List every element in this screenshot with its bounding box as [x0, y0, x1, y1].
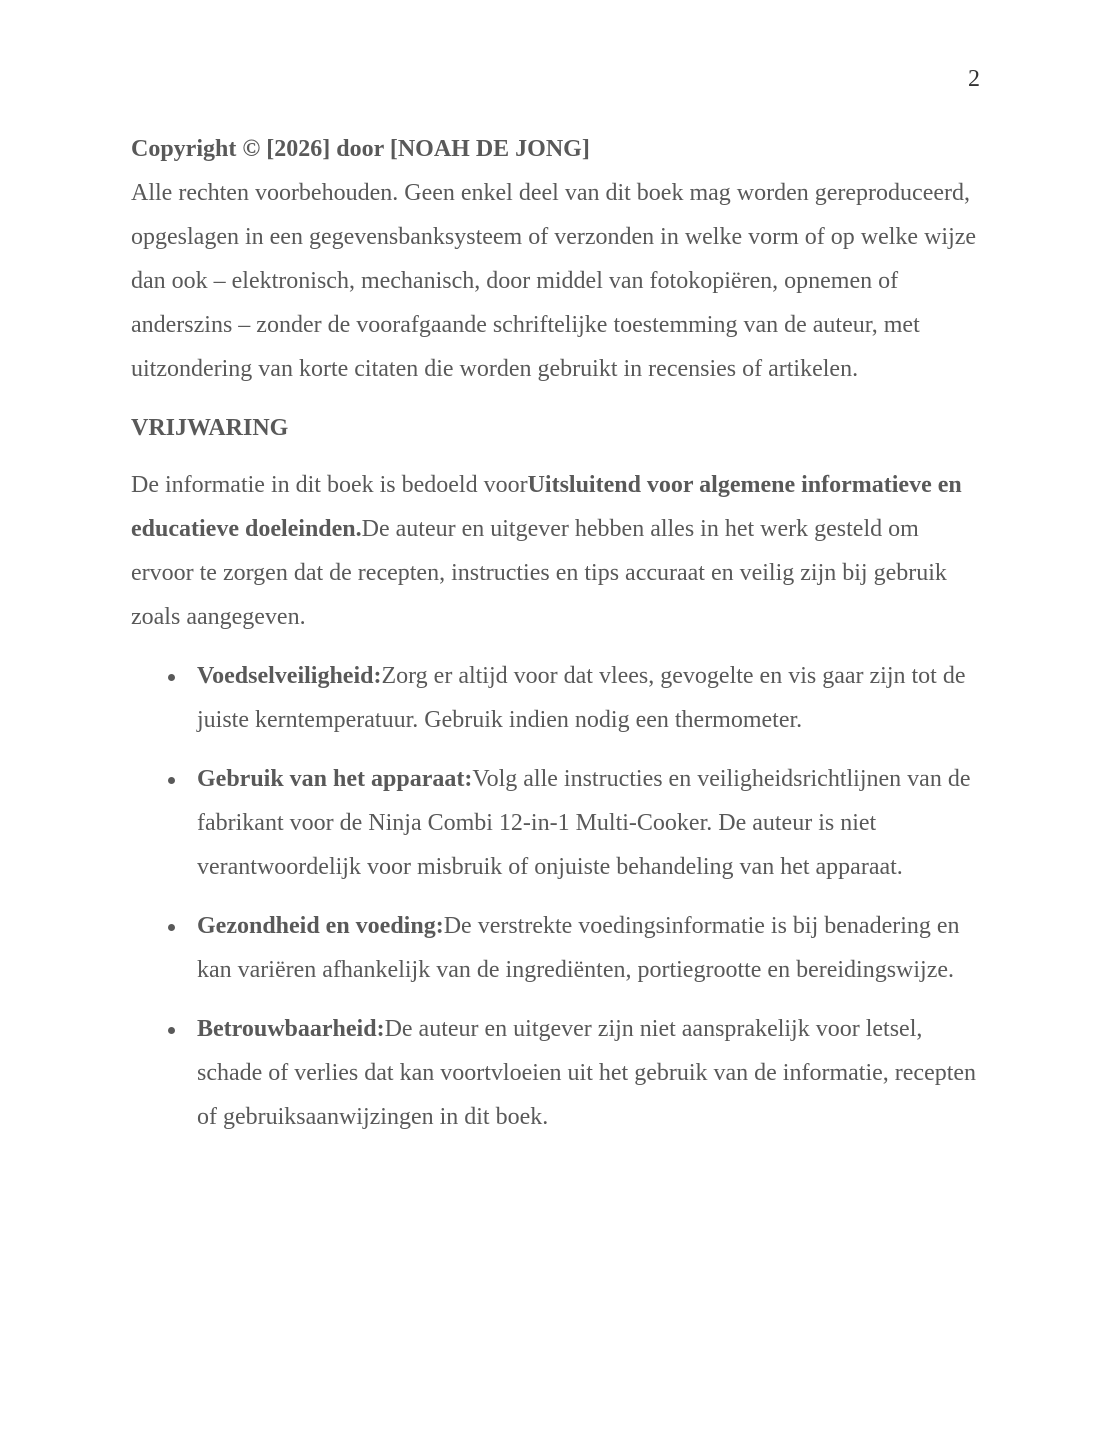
disclaimer-list: [131, 654, 983, 1139]
list-item: [131, 654, 983, 742]
bullet-icon: [168, 924, 175, 931]
intro-text-bold: Uitsluitend voor algemene informatieve en educatieve doeleinden.: [131, 472, 962, 542]
bullet-icon: [168, 674, 175, 681]
intro-text-start: De informatie in dit boek is bedoeld voor: [131, 472, 528, 498]
bullet-icon: [168, 1027, 175, 1034]
list-item: [131, 757, 983, 889]
copyright-text: Alle rechten voorbehouden. Geen enkel deel van dit boek mag worden gereproduceerd, opgeslagen in een gegevensbanksysteem of verzonden in welke vorm of op welke wijze dan ook – elektronisch, mechanisch, door middel van fotokopiëren, opnemen of anderszins – zonder de voorafgaande schriftelijke toestemming van de auteur, met uitzondering van korte citaten die worden gebruikt in recensies of artikelen.: [131, 180, 977, 382]
disclaimer-intro: [131, 463, 983, 639]
list-item-text: Volg alle instructies en veiligheidsrichtlijnen van de fabrikant voor de Ninja Combi 12-in-1 Multi-Cooker. De auteur is niet verantwoordelijk voor misbruik of onjuiste behandeling van het apparaat.: [197, 766, 971, 880]
copyright-title: Copyright © [2026] door [NOAH DE JONG]: [131, 136, 590, 162]
disclaimer-heading: VRIJWARING: [131, 415, 289, 441]
list-item-text: De auteur en uitgever zijn niet aansprakelijk voor letsel, schade of verlies dat kan voortvloeien uit het gebruik van de informatie, recepten of gebruiksaanwijzingen in dit boek.: [197, 1016, 977, 1130]
list-item-label: Voedselveiligheid:: [197, 663, 382, 689]
list-item-label: Betrouwbaarheid:: [197, 1016, 385, 1042]
intro-text-end: De auteur en uitgever hebben alles in het werk gesteld om ervoor te zorgen dat de recepten, instructies en tips accuraat en veilig zijn bij gebruik zoals aangegeven.: [131, 516, 947, 630]
page-number: 2: [968, 66, 980, 92]
page-content: [131, 127, 983, 1154]
list-item-label: Gezondheid en voeding:: [197, 913, 444, 939]
bullet-icon: [168, 777, 175, 784]
list-item: [131, 1007, 983, 1139]
list-item-text: Zorg er altijd voor dat vlees, gevogelte en vis gaar zijn tot de juiste kerntemperatuur. Gebruik indien nodig een thermometer.: [197, 663, 966, 733]
list-item-label: Gebruik van het apparaat:: [197, 766, 473, 792]
list-item-text: De verstrekte voedingsinformatie is bij benadering en kan variëren afhankelijk van de ingrediënten, portiegrootte en bereidingswijze.: [197, 913, 960, 983]
list-item: [131, 904, 983, 992]
